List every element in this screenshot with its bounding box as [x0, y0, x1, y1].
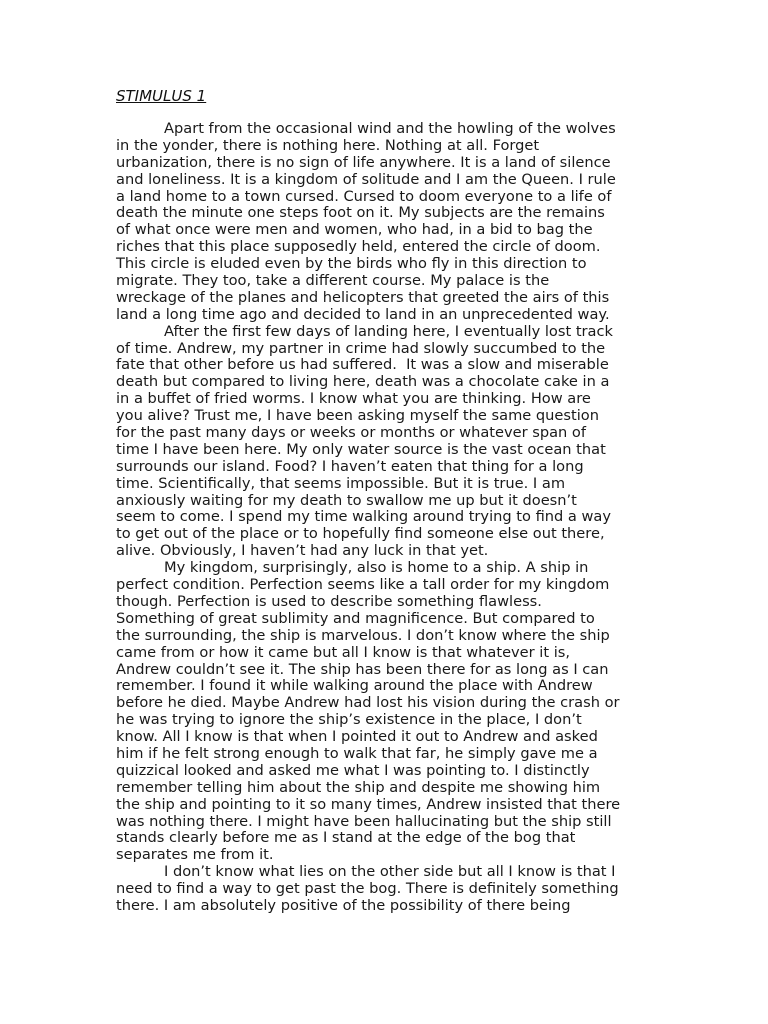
text-line: in a buffet of fried worms. I know what you are thinking. How are — [116, 390, 591, 408]
text-line: fate that other before us had suffered. It was a slow and miserable — [116, 356, 609, 374]
text-line: time I have been here. My only water source is the vast ocean that — [116, 440, 606, 458]
paragraph-first-line: Apart from the occasional wind and the howling of the wolves — [164, 120, 616, 137]
text-line: This circle is eluded even by the birds who fly in this direction to — [116, 255, 587, 273]
text-line: quizzical looked and asked me what I was pointing to. I distinctly — [116, 761, 590, 779]
text-line: remember telling him about the ship and despite me showing him — [116, 778, 601, 796]
text-line: there. I am absolutely positive of the possibility of there being — [116, 896, 571, 914]
text-line: him if he felt strong enough to walk that far, he simply gave me a — [116, 744, 598, 762]
text-line: urbanization, there is no sign of life anywhere. It is a land of silence — [116, 153, 611, 171]
text-line: was nothing there. I might have been hallucinating but the ship still — [116, 812, 612, 830]
text-line: alive. Obviously, I haven’t had any luck in that yet. — [116, 542, 489, 560]
paragraph-first-line: I don’t know what lies on the other side but all I know is that I — [164, 863, 616, 881]
text-line: a land home to a town cursed. Cursed to doom everyone to a life of — [116, 187, 612, 205]
text-line: for the past many days or weeks or months or whatever span of — [116, 424, 586, 442]
paragraph-first-line: After the first few days of landing here, I eventually lost track — [164, 322, 613, 340]
text-line: surrounds our island. Food? I haven’t eaten that thing for a long — [116, 457, 584, 475]
text-line: and loneliness. It is a kingdom of solitude and I am the Queen. I rule — [116, 170, 616, 188]
text-line: riches that this place supposedly held, entered the circle of doom. — [116, 238, 601, 256]
text-line: remember. I found it while walking around the place with Andrew — [116, 677, 593, 695]
text-line: need to find a way to get past the bog. There is definitely something — [116, 880, 619, 898]
text-line: death but compared to living here, death was a chocolate cake in a — [116, 373, 610, 391]
text-line: stands clearly before me as I stand at the edge of the bog that — [116, 829, 576, 847]
text-line: death the minute one steps foot on it. My subjects are the remains — [116, 204, 605, 222]
text-line: though. Perfection is used to describe something flawless. — [116, 592, 542, 610]
paragraph-first-line: My kingdom, surprisingly, also is home to a ship. A ship in — [164, 559, 589, 577]
text-line: perfect condition. Perfection seems like a tall order for my kingdom — [116, 576, 610, 594]
text-line: Andrew couldn’t see it. The ship has been there for as long as I can — [116, 660, 609, 678]
text-line: migrate. They too, take a different course. My palace is the — [116, 272, 550, 290]
document-title: STIMULUS 1 — [116, 87, 207, 105]
text-line: before he died. Maybe Andrew had lost his vision during the crash or — [116, 694, 620, 712]
document-body — [116, 121, 652, 915]
text-line: time. Scientifically, that seems impossible. But it is true. I am — [116, 474, 566, 492]
text-line: came from or how it came but all I know is that whatever it is, — [116, 643, 571, 661]
text-line: the ship and pointing to it so many times, Andrew insisted that there — [116, 795, 621, 813]
text-line: land a long time ago and decided to land in an unprecedented way. — [116, 305, 610, 323]
text-line: the surrounding, the ship is marvelous. I don’t know where the ship — [116, 626, 610, 644]
text-line: seem to come. I spend my time walking around trying to find a way — [116, 508, 612, 526]
text-line: to get out of the place or to hopefully find someone else out there, — [116, 525, 605, 543]
text-line: Something of great sublimity and magnificence. But compared to — [116, 609, 595, 627]
text-line: he was trying to ignore the ship’s existence in the place, I don’t — [116, 711, 582, 729]
text-line: anxiously waiting for my death to swallow me up but it doesn’t — [116, 491, 577, 509]
text-line: of what once were men and women, who had, in a bid to bag the — [116, 221, 593, 239]
text-line: in the yonder, there is nothing here. Nothing at all. Forget — [116, 136, 540, 154]
text-line: separates me from it. — [116, 846, 274, 864]
text-line: wreckage of the planes and helicopters that greeted the airs of this — [116, 288, 610, 306]
text-line: know. All I know is that when I pointed it out to Andrew and asked — [116, 728, 598, 746]
text-line: you alive? Trust me, I have been asking myself the same question — [116, 407, 599, 425]
text-line: of time. Andrew, my partner in crime had slowly succumbed to the — [116, 339, 606, 357]
